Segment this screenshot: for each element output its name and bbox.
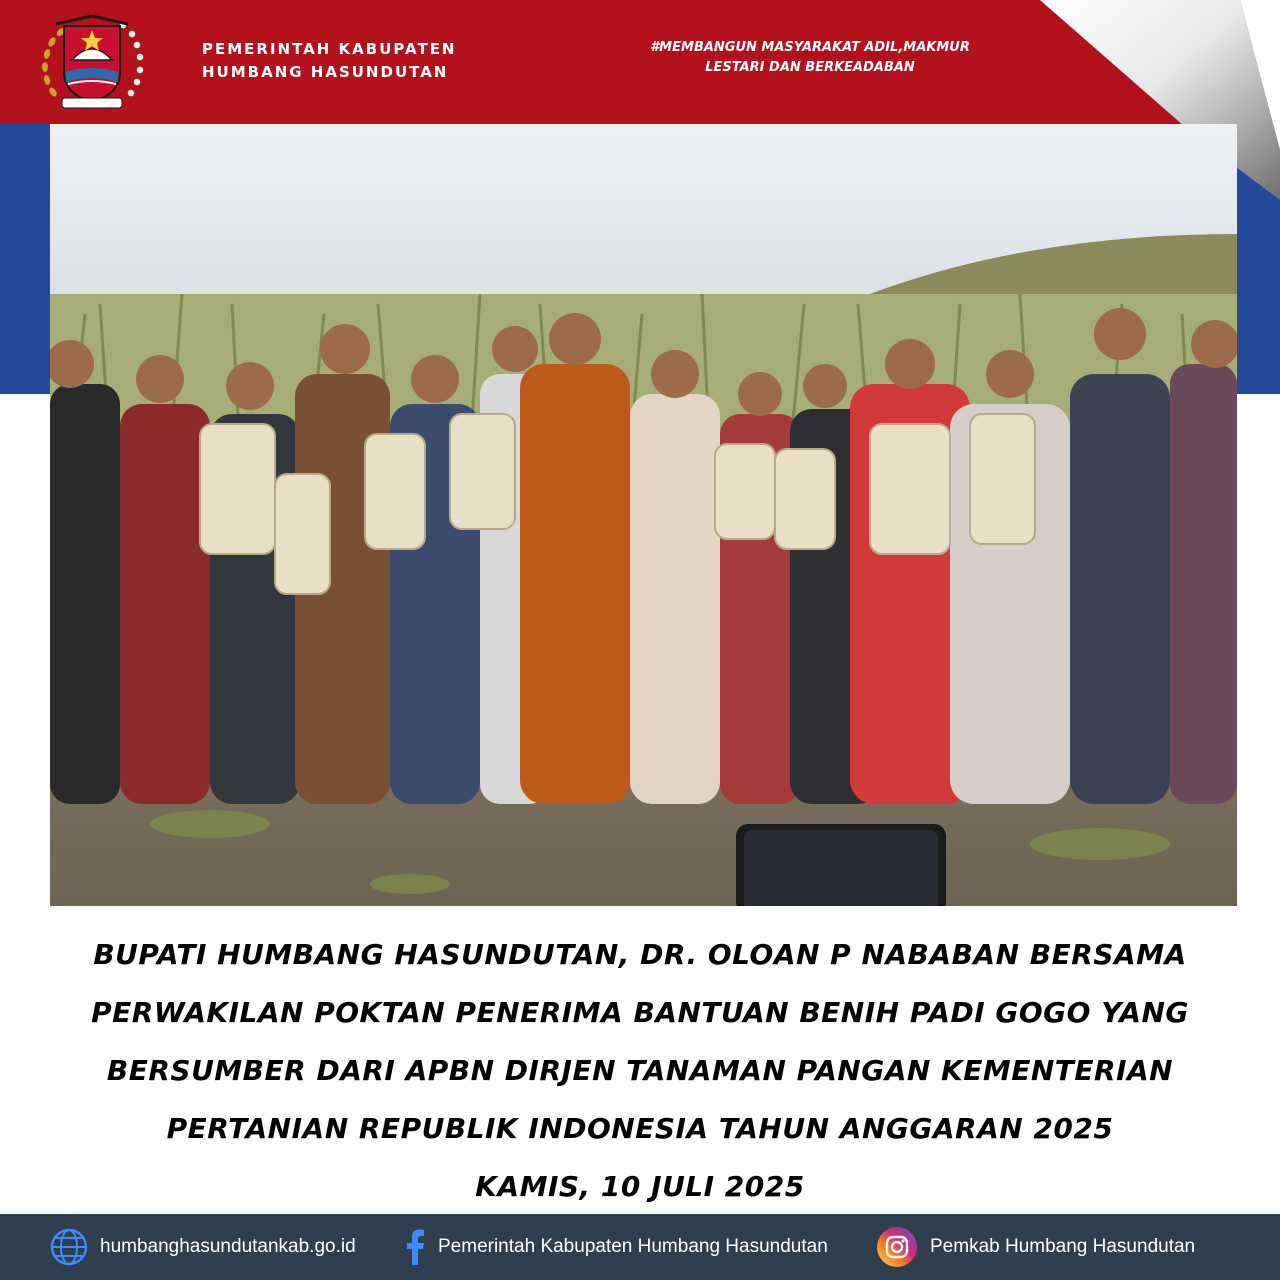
- footer-bar: [0, 1214, 1280, 1280]
- caption-date: KAMIS, 10 JULI 2025: [475, 1170, 805, 1203]
- footer-website-link[interactable]: [50, 1214, 356, 1280]
- motto-line1: #MEMBANGUN MASYARAKAT ADIL,MAKMUR: [650, 40, 970, 55]
- government-title-line1: PEMERINTAH KABUPATEN: [202, 40, 457, 58]
- regency-emblem-icon: [36, 12, 148, 112]
- facebook-icon: [404, 1228, 426, 1266]
- photo-caption: [60, 926, 1220, 1216]
- government-title-line2: HUMBANG HASUNDUTAN: [202, 63, 449, 81]
- website-text: humbanghasundutankab.go.id: [100, 1236, 356, 1257]
- motto-line2: LESTARI DAN BERKEADABAN: [705, 60, 915, 75]
- left-side-accent: [0, 124, 50, 394]
- facebook-text: Pemerintah Kabupaten Humbang Hasundutan: [438, 1236, 828, 1257]
- caption-line1: BUPATI HUMBANG HASUNDUTAN, DR. OLOAN P NABABAN BERSAMA: [93, 938, 1187, 971]
- caption-line3: BERSUMBER DARI APBN DIRJEN TANAMAN PANGAN KEMENTERIAN: [106, 1054, 1174, 1087]
- instagram-icon: [876, 1226, 918, 1268]
- footer-instagram-link[interactable]: [876, 1214, 1195, 1280]
- event-photo-illustration: [50, 124, 1237, 906]
- caption-line4: PERTANIAN REPUBLIK INDONESIA TAHUN ANGGARAN 2025: [166, 1112, 1114, 1145]
- event-photo: [50, 124, 1237, 906]
- right-side-accent: [1236, 140, 1280, 394]
- regency-motto: [600, 38, 1020, 78]
- globe-icon: [50, 1228, 88, 1266]
- government-title: [202, 38, 457, 84]
- caption-line2: PERWAKILAN POKTAN PENERIMA BANTUAN BENIH PADI GOGO YANG: [91, 996, 1189, 1029]
- instagram-text: Pemkab Humbang Hasundutan: [930, 1236, 1196, 1257]
- footer-facebook-link[interactable]: [404, 1214, 828, 1280]
